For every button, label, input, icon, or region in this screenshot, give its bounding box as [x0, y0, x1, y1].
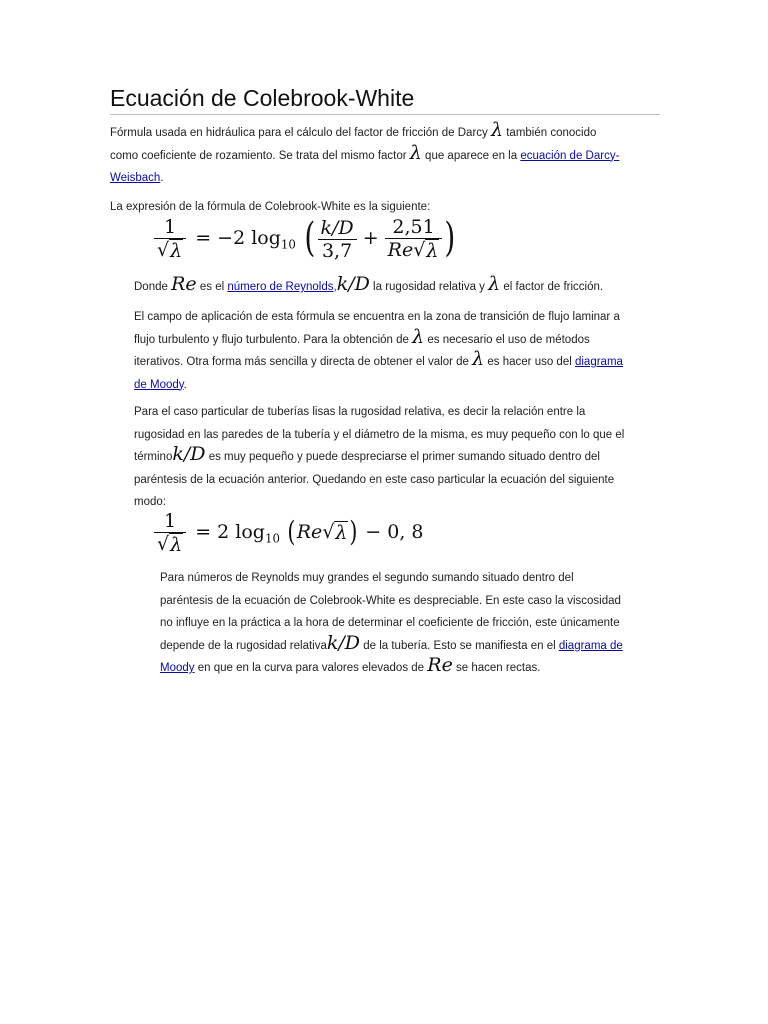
grandes-text: depende de la rugosidad relativa — [160, 639, 327, 652]
intro-text: como coeficiente de rozamiento. Se trata del mismo factor — [110, 149, 407, 162]
eq2-lambda-2: λ — [335, 522, 348, 545]
lisas-line-4: paréntesis de la ecuación anterior. Quedando en este caso particular la ecuación del siguiente — [134, 473, 615, 486]
eq1-frac-kd — [318, 217, 357, 262]
link-diagrama-de-moody[interactable]: diagrama de — [558, 639, 623, 652]
donde-text: la rugosidad relativa y — [373, 281, 485, 293]
eq1-num-251: 2,51 — [392, 216, 435, 238]
intro-text: Fórmula usada en hidráulica para el cálculo del factor de fricción de Darcy — [110, 127, 488, 139]
link-darcy-weisbach-cont[interactable]: Weisbach — [110, 172, 161, 184]
intro-text: . — [160, 172, 164, 184]
grandes-line-1: Para números de Reynolds muy grandes el segundo sumando situado dentro del — [160, 572, 574, 584]
donde-paragraph — [134, 273, 674, 299]
campo-paragraph — [134, 306, 674, 396]
campo-line-1: El campo de aplicación de esta fórmula se encuentra en la zona de transición de flujo laminar a — [134, 311, 620, 323]
eq1-log-subscript: 10 — [280, 237, 296, 252]
expression-intro-text: La expresión de la fórmula de Colebrook-White es la siguiente: — [110, 201, 431, 213]
grandes-line-2: paréntesis de la ecuación de Colebrook-White es despreciable. En este caso la viscosidad — [160, 594, 621, 607]
eq1-kd: k/D — [320, 216, 354, 239]
eq1-frac-251: 2,51 Re √ λ — [385, 216, 443, 262]
re-symbol: Re — [171, 273, 197, 295]
donde-text: Donde — [134, 281, 168, 293]
intro-paragraph — [110, 119, 670, 190]
link-diagrama-moody[interactable]: diagrama — [574, 356, 623, 368]
lambda-symbol: λ — [490, 119, 504, 141]
lambda-symbol: λ — [488, 273, 501, 295]
campo-text: es necesario el uso de métodos — [427, 333, 590, 346]
re-symbol: Re — [427, 654, 453, 676]
lisas-text: es muy pequeño y puede despreciarse el primer sumando situado dentro del — [208, 451, 600, 463]
link-numero-de-reynolds[interactable]: número de Reynolds — [227, 281, 334, 293]
lisas-line-5: modo: — [134, 496, 166, 508]
lambda-symbol: λ — [409, 141, 422, 164]
eq1-numerator: 1 — [164, 216, 177, 238]
donde-text: el factor de fricción. — [503, 281, 604, 293]
eq2-left-paren: ( — [287, 516, 296, 549]
eq1-left-paren: ( — [304, 215, 316, 262]
intro-text: también conocido — [506, 127, 597, 139]
smooth-pipe-equation: 1 √ λ = 2 $\log_{10} (Re$ √ λ ) − 0, 8 — [154, 510, 423, 556]
kd-symbol: k/D — [326, 631, 361, 654]
link-diagrama-moody-cont[interactable]: de Moody — [134, 378, 184, 391]
eq2-lambda: λ — [170, 534, 183, 557]
grandes-text: se hacen rectas. — [456, 662, 541, 674]
eq2-right-paren: ) — [349, 516, 358, 549]
eq1-right-paren: ) — [444, 215, 456, 262]
eq1-re: Re — [387, 239, 414, 262]
eq2-tail: − 0, 8 — [365, 521, 424, 544]
eq1-den-37: 3,7 — [321, 239, 353, 262]
grandes-text: de la tubería. Esto se manifiesta en el — [363, 639, 556, 652]
lisas-text: término — [134, 451, 173, 463]
grandes-paragraph — [160, 567, 680, 680]
campo-text: iterativos. Otra forma más sencilla y directa de obtener el valor de — [134, 356, 469, 368]
eq1-lhs-fraction: 1 √ λ — [154, 216, 186, 262]
donde-text: , — [333, 281, 337, 293]
eq1-coefficient: = −2 log — [195, 227, 281, 250]
lambda-symbol: λ — [412, 325, 425, 348]
campo-text: es hacer uso del — [487, 356, 572, 368]
eq2-lhs-fraction: 1 √ λ — [154, 510, 186, 556]
kd-symbol: k/D — [172, 443, 206, 465]
intro-text: que aparece en la — [425, 149, 518, 162]
eq2-numerator: 1 — [164, 510, 177, 532]
eq2-coefficient: = 2 log — [195, 521, 265, 544]
kd-symbol: k/D — [336, 273, 370, 295]
lambda-symbol: λ — [472, 348, 485, 370]
donde-text: es el — [199, 281, 225, 293]
eq1-plus: + — [362, 227, 379, 250]
link-darcy-weisbach[interactable]: ecuación de Darcy- — [520, 149, 620, 162]
intro-line-3 — [110, 167, 670, 190]
campo-text: . — [183, 378, 187, 391]
grandes-line-3: no influye en la práctica a la hora de determinar el coeficiente de fricción, este únicamente — [160, 617, 620, 629]
eq2-re: Re — [296, 521, 323, 544]
lisas-line-2: rugosidad en las paredes de la tubería y el diámetro de la misma, es muy pequeño con lo que el — [134, 428, 625, 441]
eq1-lambda-2: λ — [426, 240, 439, 263]
intro-line-1 — [110, 119, 670, 145]
colebrook-equation — [154, 216, 458, 262]
page-title: Ecuación de Colebrook-White — [110, 84, 660, 115]
lisas-paragraph — [134, 401, 674, 514]
link-diagrama-de-moody-cont[interactable]: Moody — [160, 662, 195, 674]
intro-line-2 — [110, 141, 670, 168]
eq1-lambda: λ — [170, 240, 183, 263]
campo-text: flujo turbulento y flujo turbulento. Para la obtención de — [134, 333, 409, 346]
lisas-line-1: Para el caso particular de tuberías lisas la rugosidad relativa, es decir la relación entre la — [134, 406, 586, 418]
article — [110, 84, 660, 676]
grandes-text: en que en la curva para valores elevados de — [197, 662, 425, 674]
eq2-log-subscript: 10 — [264, 531, 280, 546]
